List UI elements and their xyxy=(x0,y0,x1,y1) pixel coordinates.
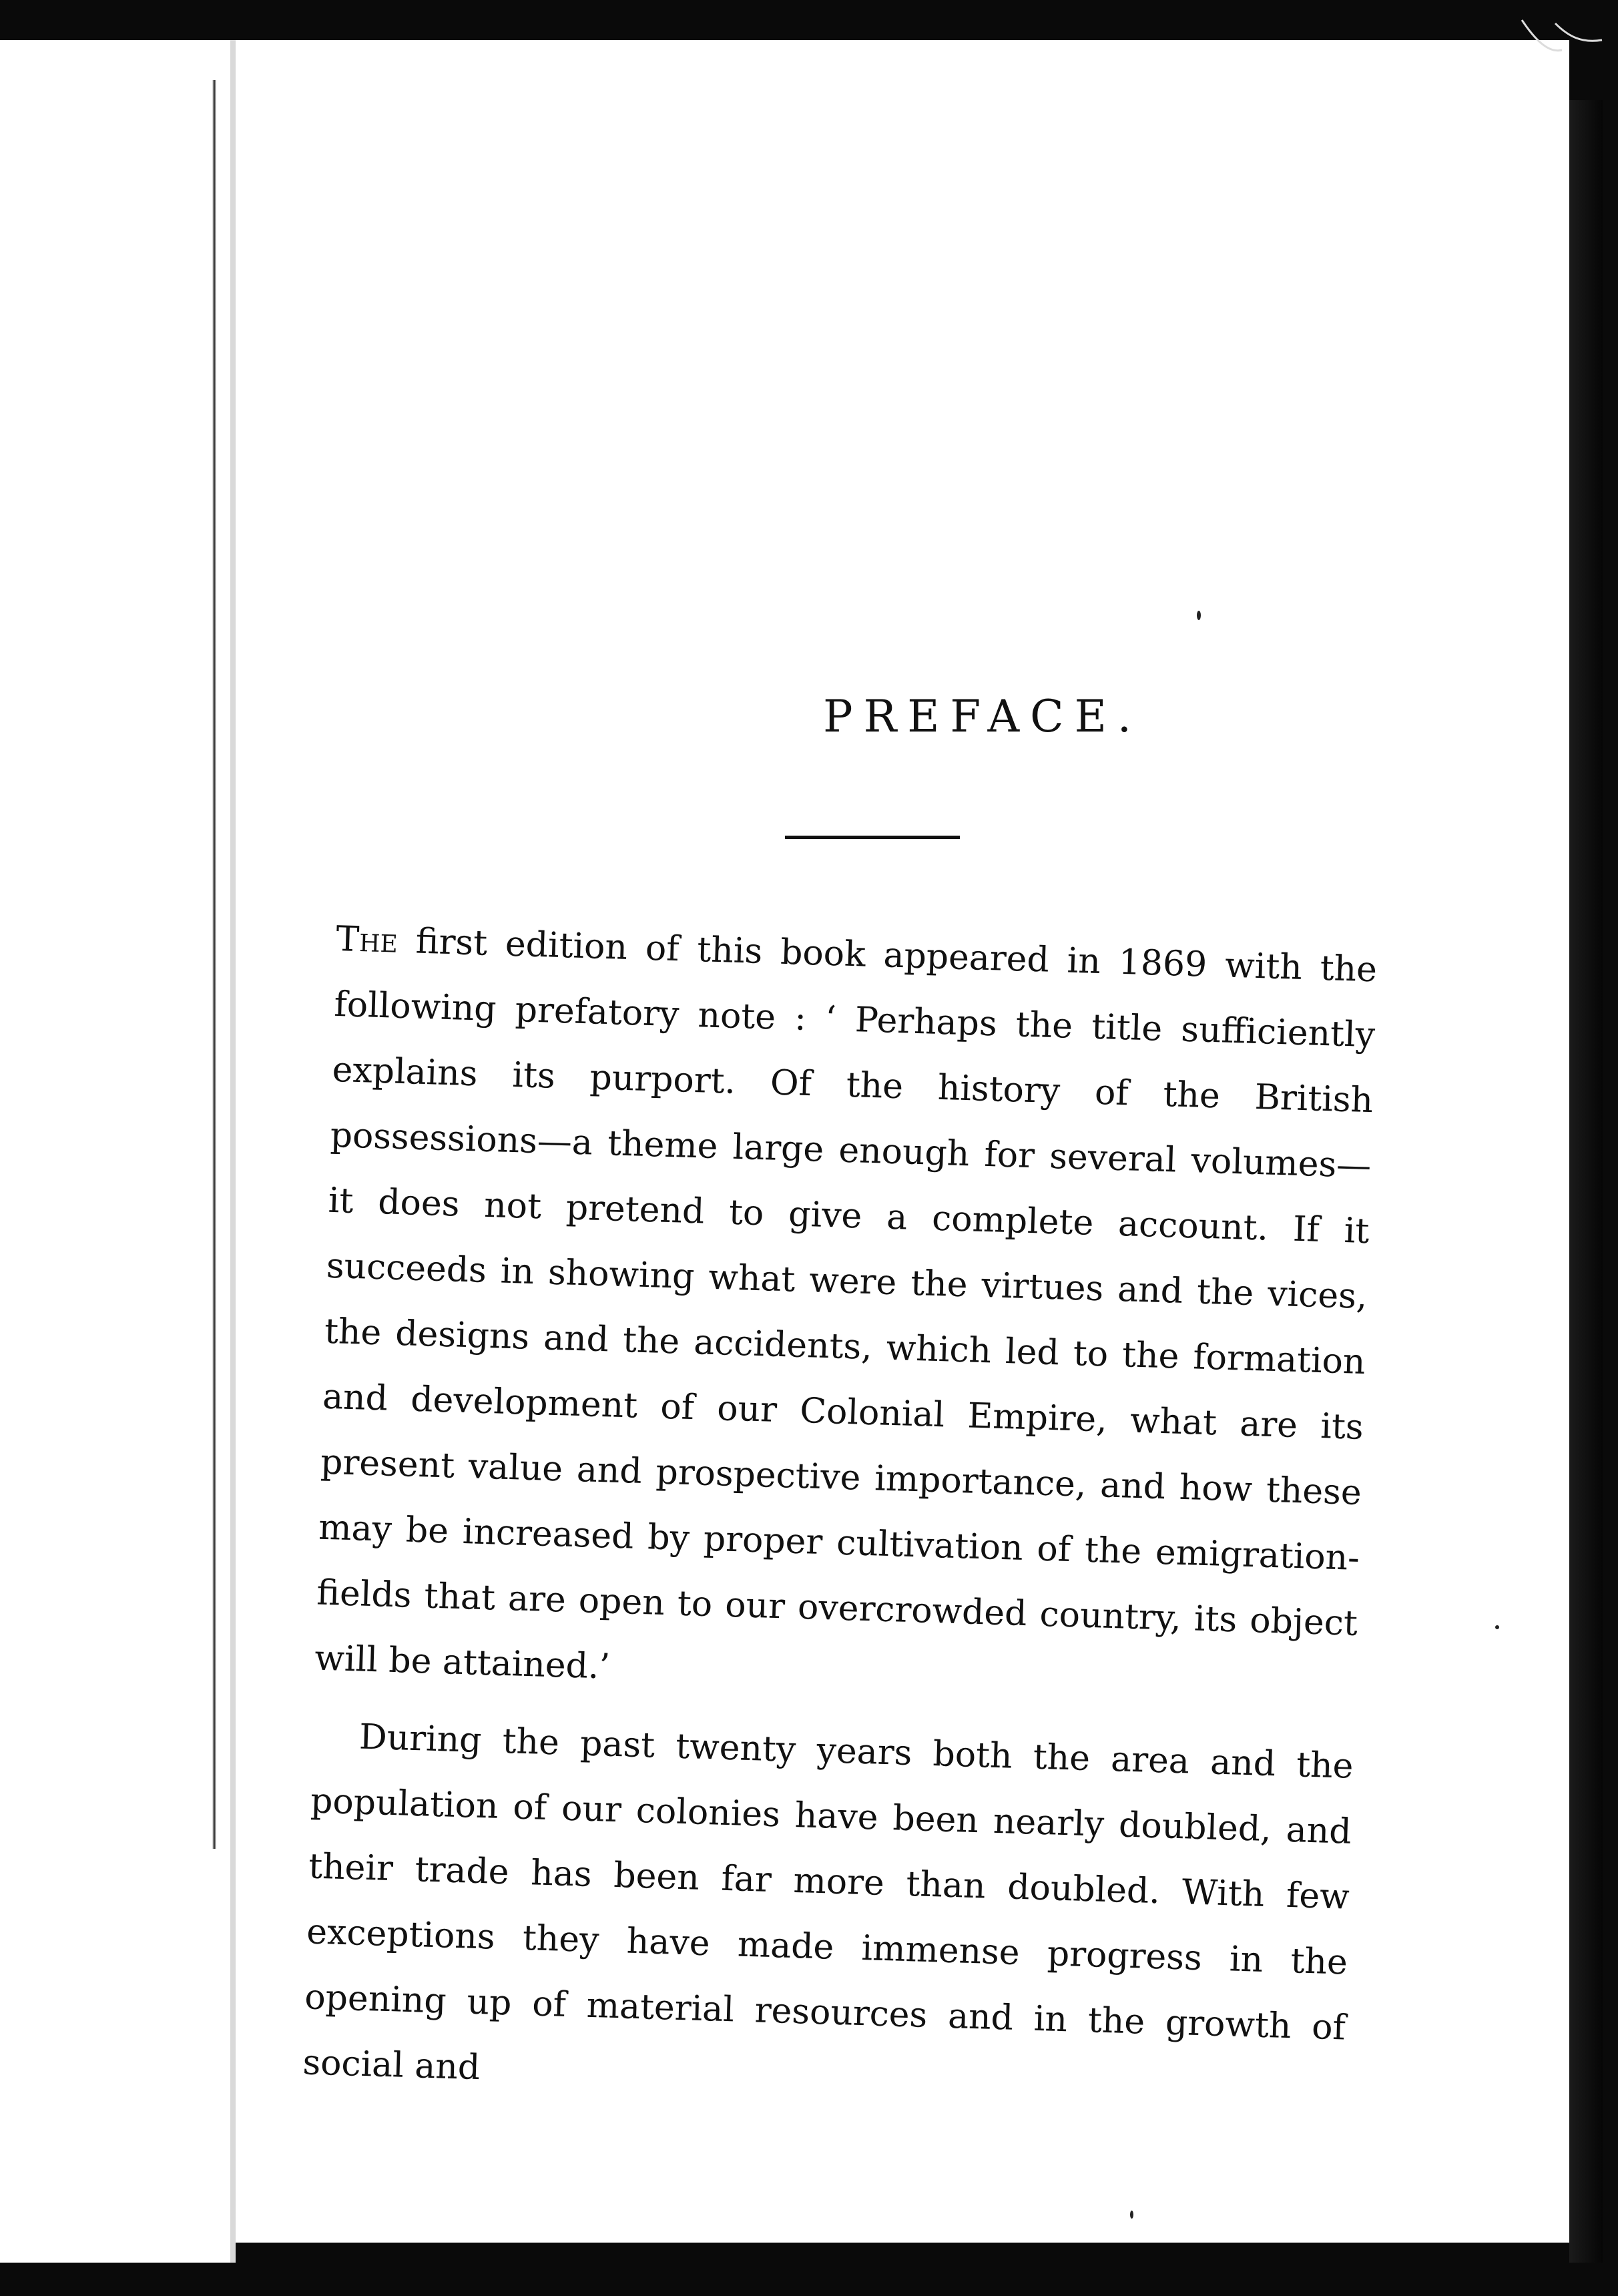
scan-speck xyxy=(1197,611,1201,620)
paragraph-1-lead: The xyxy=(335,918,398,961)
paragraph-1 xyxy=(314,906,1378,1722)
left-leaf-shadow-edge xyxy=(212,80,216,1849)
page-edge-shadow xyxy=(1569,100,1603,2263)
book-gutter xyxy=(230,40,236,2263)
left-blank-leaf xyxy=(0,40,230,2263)
paragraph-1-text: first edition of this book appeared in 1869 with the following prefatory note : ‘ Perhaps the title sufficiently explains its purport. Of the history of the British possessions—a theme large enough for several volumes—it does not pretend to give a complete account. If it succeeds in showing what were the virtues and the vices, the designs and the accidents, which led to the formation and development of our Colonial Empire, what are its present value and prospective importance, and how these may be increased by proper cultivation of the emigration-fields that are open to our overcrowded country, its object will be attained.’ xyxy=(314,921,1378,1687)
paragraph-2: During the past twenty years both the area and the population of our colonies have been nearly doubled, and their trade has been far more than doubled. With few exceptions they have made immense progress in the opening up of material resources and in the growth of social and xyxy=(302,1717,1354,2088)
title-rule xyxy=(785,836,960,839)
page-title: PREFACE. xyxy=(823,691,1142,742)
preface-page xyxy=(236,40,1569,2243)
scan-speck xyxy=(1130,2211,1133,2219)
preface-body xyxy=(302,906,1378,2126)
scan-corner-artifact xyxy=(1515,13,1609,60)
scan-speck xyxy=(1495,1625,1499,1629)
